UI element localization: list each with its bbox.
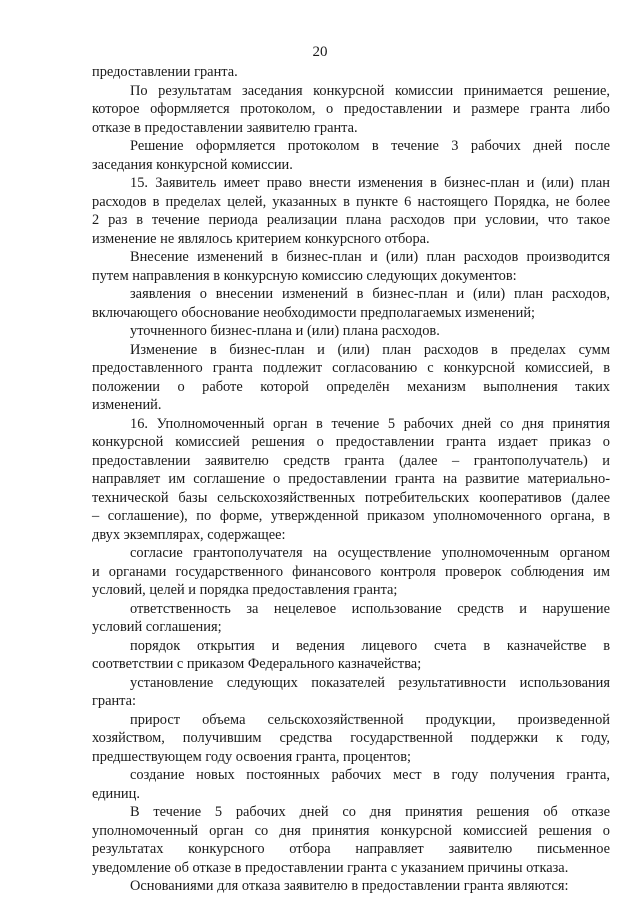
paragraph-line: создание новых постоянных рабочих мест в году получения гранта,	[130, 767, 610, 783]
paragraph-line: уведомление об отказе в предоставлении гранта с указанием причины отказа.	[92, 859, 569, 876]
paragraph-line: результатах конкурсного отбора направляет заявителю письменное	[92, 841, 610, 857]
paragraph-line: установление следующих показателей результативности использования	[130, 674, 610, 691]
paragraph-line: гранта:	[92, 693, 137, 709]
paragraph-line: 2 раз в течение периода реализации плана расходов при условии, что такое	[92, 212, 610, 228]
paragraph-line: отказе в предоставлении заявителю гранта.	[92, 119, 358, 136]
paragraph-line: и органами государственного финансового контроля проверок соблюдения им	[92, 563, 610, 580]
paragraph-line: 15. Заявитель имеет право внести изменения в бизнес-план и (или) план	[130, 175, 610, 191]
paragraph-line: ответственность за нецелевое использование средств и нарушение	[130, 600, 610, 617]
paragraph-line: предоставлении гранта.	[92, 64, 238, 80]
page-number: 20	[312, 44, 328, 60]
paragraph-line: соответствии с приказом Федерального казначейства;	[92, 656, 422, 672]
paragraph-line: уполномоченный орган со дня принятия конкурсной комиссией решения о	[92, 822, 610, 839]
paragraph-line: включающего обоснование необходимости предполагаемых изменений;	[92, 304, 536, 321]
paragraph-line: заявления о внесении изменений в бизнес-план и (или) план расходов,	[130, 286, 610, 302]
paragraph-line: путем направления в конкурсную комиссию следующих документов:	[92, 267, 517, 284]
paragraph-line: предоставлении заявителю средств гранта (далее – грантополучатель) и	[92, 452, 610, 469]
paragraph-line: 16. Уполномоченный орган в течение 5 рабочих дней со дня принятия	[130, 415, 610, 432]
paragraph-line: порядок открытия и ведения лицевого счета в казначействе в	[130, 637, 610, 654]
paragraph-line: согласие грантополучателя на осуществление уполномоченным органом	[130, 545, 610, 561]
paragraph-line: Внесение изменений в бизнес-план и (или) план расходов производится	[130, 249, 610, 265]
paragraph-line: которое оформляется протоколом, о предоставлении и размере гранта либо	[92, 101, 610, 117]
paragraph-line: Изменение в бизнес-план и (или) план расходов в пределах сумм	[130, 341, 610, 358]
document-body	[92, 63, 610, 896]
paragraph-line: уточненного бизнес-плана и (или) плана расходов.	[130, 323, 440, 339]
paragraph-line: расходов в пределах целей, указанных в пункте 6 настоящего Порядка, не более	[92, 193, 610, 210]
paragraph-line: В течение 5 рабочих дней со дня принятия решения об отказе	[130, 804, 610, 820]
paragraph-line: положении о работе которой определён механизм выполнения таких	[92, 378, 610, 395]
paragraph-line: прирост объема сельскохозяйственной продукции, произведенной	[130, 711, 610, 728]
paragraph-line: изменений.	[92, 397, 162, 413]
paragraph-line: предоставленного гранта подлежит согласованию с конкурсной комиссией, в	[92, 360, 610, 376]
paragraph-line: двух экземплярах, содержащее:	[92, 526, 286, 543]
paragraph-line: хозяйством, получившим средства государственной поддержки к году,	[92, 730, 610, 746]
paragraph-line: изменение не являлось критерием конкурсного отбора.	[92, 230, 430, 247]
paragraph-line: направляет им соглашение о предоставлении гранта на развитие материально-	[92, 471, 610, 487]
paragraph-line: заседания конкурсной комиссии.	[92, 156, 293, 173]
paragraph-line: По результатам заседания конкурсной комиссии принимается решение,	[130, 82, 610, 99]
paragraph-line: технической базы сельскохозяйственных потребительских кооперативов (далее	[92, 489, 610, 506]
paragraph-line: Основаниями для отказа заявителю в предоставлении гранта являются:	[130, 878, 569, 894]
paragraph-line: условий, целей и порядка предоставления гранта;	[92, 582, 398, 598]
paragraph-line: условий соглашения;	[92, 619, 222, 635]
paragraph-line: – соглашение), по форме, утвержденной приказом уполномоченного органа, в	[92, 508, 610, 524]
paragraph-line: конкурсной комиссией решения о предоставлении гранта издает приказ о	[92, 434, 610, 450]
paragraph-line: предшествующем году освоения гранта, процентов;	[92, 748, 411, 765]
paragraph-line: единиц.	[92, 785, 140, 802]
paragraph-line: Решение оформляется протоколом в течение 3 рабочих дней после	[130, 138, 610, 154]
